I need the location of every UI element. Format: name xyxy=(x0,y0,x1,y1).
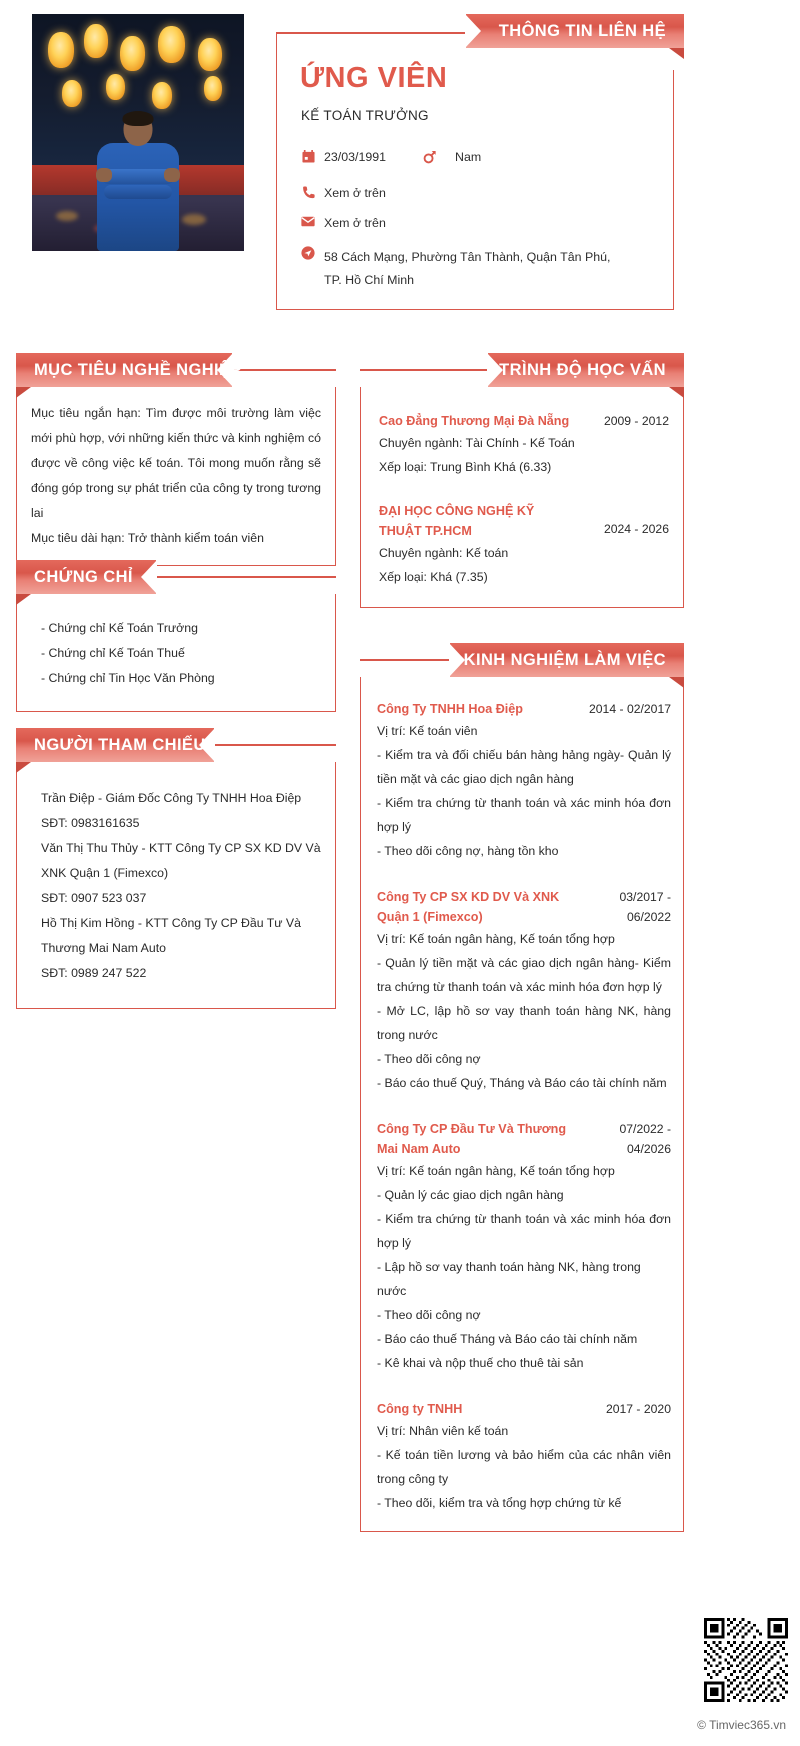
ribbon-fold xyxy=(669,387,684,398)
person-hair xyxy=(123,111,154,126)
experience-period: 07/2022 - xyxy=(619,1122,671,1136)
reference-item: Văn Thị Thu Thủy - KTT Công Ty CP SX KD DV Và XNK Quận 1 (Fimexco) xyxy=(41,841,321,880)
experience-position: Vị trí: Kế toán ngân hàng, Kế toán tổng hợp xyxy=(377,932,615,946)
phone-icon xyxy=(298,186,318,199)
ribbon-fold xyxy=(669,48,684,59)
candidate-name: ỨNG VIÊN xyxy=(300,62,448,94)
contact-section-header xyxy=(466,14,684,48)
experience-duty: - Kiểm tra và đối chiếu bán hàng hảng ngày- Quản lý tiền mặt và các giao dịch ngân hàng xyxy=(377,748,671,786)
reference-body xyxy=(16,762,336,1009)
experience-rule xyxy=(360,659,450,661)
experience-section xyxy=(360,643,684,1532)
calendar-icon xyxy=(298,150,318,163)
experience-company: Công Ty TNHH Hoa Điệp xyxy=(377,702,523,716)
experience-title: KINH NGHIỆM LÀM VIỆC xyxy=(463,650,666,669)
email-row xyxy=(298,216,386,230)
certificate-ribbon xyxy=(16,560,156,594)
education-school: ĐẠI HỌC CÔNG NGHỆ KỸ THUẬT TP.HCM xyxy=(379,504,535,538)
water-reflection xyxy=(56,211,78,221)
address-row xyxy=(298,246,668,292)
phone-value: Xem ở trên xyxy=(324,186,386,200)
education-entry-head xyxy=(379,411,669,431)
education-ribbon xyxy=(488,353,684,387)
certificate-item: - Chứng chỉ Tin Học Văn Phòng xyxy=(41,671,215,685)
education-section xyxy=(360,353,684,608)
lantern-icon xyxy=(48,32,74,68)
experience-company-line2: Quận 1 (Fimexco) xyxy=(377,910,483,924)
reference-section xyxy=(16,728,336,1009)
education-entry-head xyxy=(379,501,669,541)
education-title: TRÌNH ĐỘ HỌC VẤN xyxy=(499,360,666,379)
experience-entry-head xyxy=(377,1119,671,1159)
qr-code xyxy=(704,1618,788,1702)
reference-item: SĐT: 0983161635 xyxy=(41,816,140,830)
gender-row xyxy=(419,150,481,164)
experience-duty: - Theo dõi, kiểm tra và tổng hợp chứng từ kế xyxy=(377,1496,622,1510)
experience-duty: - Kiểm tra chứng từ thanh toán và xác minh hóa đơn hợp lý xyxy=(377,796,671,834)
certificate-title: CHỨNG CHỈ xyxy=(34,567,133,586)
reference-title: NGƯỜI THAM CHIẾU xyxy=(34,735,206,754)
ribbon-fold xyxy=(16,762,31,773)
objective-section-header xyxy=(16,353,336,387)
education-section-header xyxy=(360,353,684,387)
experience-duty: - Lập hồ sơ vay thanh toán hàng NK, hàng trong nước xyxy=(377,1260,641,1298)
certificate-section xyxy=(16,560,336,712)
certificate-item: - Chứng chỉ Kế Toán Thuế xyxy=(41,646,185,660)
education-period: 2009 - 2012 xyxy=(603,414,669,428)
lantern-icon xyxy=(106,74,125,100)
contact-title: THÔNG TIN LIÊN HỆ xyxy=(498,21,666,40)
education-grade: Xếp loại: Trung Bình Khá (6.33) xyxy=(379,460,552,474)
gender-value: Nam xyxy=(455,150,482,164)
education-school: Cao Đẳng Thương Mại Đà Nẵng xyxy=(379,414,570,428)
experience-period: 03/2017 - xyxy=(619,890,671,904)
objective-section xyxy=(16,353,336,566)
experience-duty: - Kiểm tra chứng từ thanh toán và xác minh hóa đơn hợp lý xyxy=(377,1212,671,1250)
objective-ribbon xyxy=(16,353,242,387)
experience-company: Công Ty CP SX KD DV Và XNK xyxy=(377,890,560,904)
experience-company: Công ty TNHH xyxy=(377,1402,463,1416)
email-value: Xem ở trên xyxy=(324,216,386,230)
experience-company-line2: Mai Nam Auto xyxy=(377,1142,461,1156)
education-grade: Xếp loại: Khá (7.35) xyxy=(379,570,488,584)
candidate-role: KẾ TOÁN TRƯỞNG xyxy=(301,108,429,123)
experience-period-line2: 06/2022 xyxy=(626,910,671,924)
ribbon-fold xyxy=(16,594,31,605)
experience-position: Vị trí: Kế toán ngân hàng, Kế toán tổng hợp xyxy=(377,1164,615,1178)
education-major: Chuyên ngành: Tài Chính - Kế Toán xyxy=(379,436,575,450)
objective-rule xyxy=(232,369,336,371)
experience-entry-head xyxy=(377,887,671,927)
experience-duty: - Kế toán tiền lương và bảo hiểm của các nhân viên trong công ty xyxy=(377,1448,671,1486)
address-line-1: 58 Cách Mạng, Phường Tân Thành, Quận Tân Phú, xyxy=(324,250,611,264)
candidate-photo xyxy=(32,14,244,251)
header-right-rule xyxy=(673,70,675,310)
address-line-2: TP. Hồ Chí Minh xyxy=(324,273,414,287)
reference-item: Hồ Thị Kim Hồng - KTT Công Ty CP Đầu Tư Và Thương Mai Nam Auto xyxy=(41,916,301,955)
person-hand xyxy=(96,168,112,182)
reference-rule xyxy=(214,744,336,746)
objective-paragraph: Mục tiêu ngắn hạn: Tìm được môi trường làm việc mới phù hợp, với những kiến thức và kinh nghiệm có được về công việc kế toán. Tôi mong muốn rằng sẽ đóng góp trong sự phát triển của công ty trong tương lai xyxy=(31,406,321,520)
ribbon-fold xyxy=(669,677,684,688)
experience-ribbon xyxy=(450,643,684,677)
reference-item: SĐT: 0907 523 037 xyxy=(41,891,147,905)
experience-body xyxy=(360,677,684,1532)
education-entry xyxy=(379,411,669,479)
lantern-icon xyxy=(158,26,185,63)
person-hand xyxy=(164,168,180,182)
experience-company: Công Ty CP Đầu Tư Và Thương xyxy=(377,1122,567,1136)
experience-duty: - Kê khai và nộp thuế cho thuê tài sản xyxy=(377,1356,584,1370)
phone-row xyxy=(298,186,386,200)
birthday-row xyxy=(298,150,386,164)
experience-duty: - Báo cáo thuế Tháng và Báo cáo tài chính năm xyxy=(377,1332,638,1346)
experience-entry-head xyxy=(377,699,671,719)
lantern-icon xyxy=(152,82,172,109)
experience-duty: - Báo cáo thuế Quý, Tháng và Báo cáo tài chính năm xyxy=(377,1076,667,1090)
objective-title: MỤC TIÊU NGHỀ NGHIỆP xyxy=(34,360,242,379)
education-entry xyxy=(379,501,669,589)
lantern-icon xyxy=(84,24,108,58)
experience-duty: - Theo dõi công nợ xyxy=(377,1052,481,1066)
experience-entry xyxy=(377,1119,671,1375)
person-arm xyxy=(104,185,172,199)
location-icon xyxy=(298,246,318,260)
experience-duty: - Mở LC, lập hồ sơ vay thanh toán hàng NK, hàng trong nước xyxy=(377,1004,671,1042)
experience-position: Vị trí: Kế toán viên xyxy=(377,724,478,738)
certificate-body xyxy=(16,594,336,712)
certificate-section-header xyxy=(16,560,336,594)
experience-duty: - Quản lý tiền mặt và các giao dịch ngân hàng- Kiểm tra chứng từ thanh toán và xác minh hóa đơn hợp lý xyxy=(377,956,671,994)
lantern-icon xyxy=(204,76,222,101)
experience-duty: - Theo dõi công nợ, hàng tồn kho xyxy=(377,844,559,858)
certificate-item: - Chứng chỉ Kế Toán Trưởng xyxy=(41,621,198,635)
experience-period-line2: 04/2026 xyxy=(626,1142,671,1156)
birthday-value: 23/03/1991 xyxy=(324,150,387,164)
experience-period: 2014 - 02/2017 xyxy=(589,702,671,716)
experience-duty: - Quản lý các giao dịch ngân hàng xyxy=(377,1188,564,1202)
experience-period: 2017 - 2020 xyxy=(605,1402,671,1416)
education-period: 2024 - 2026 xyxy=(603,522,669,536)
experience-entry-head xyxy=(377,1399,671,1419)
experience-duty: - Theo dõi công nợ xyxy=(377,1308,481,1322)
experience-entry xyxy=(377,887,671,1095)
reference-section-header xyxy=(16,728,336,762)
lantern-icon xyxy=(62,80,82,107)
person-figure xyxy=(90,113,186,251)
envelope-icon xyxy=(298,216,318,227)
reference-ribbon xyxy=(16,728,214,762)
reference-item: Trần Điệp - Giám Đốc Công Ty TNHH Hoa Điệp xyxy=(41,791,302,805)
experience-position: Vị trí: Nhân viên kế toán xyxy=(377,1424,509,1438)
lantern-icon xyxy=(198,38,222,71)
site-brand: © Timviec365.vn xyxy=(697,1718,786,1732)
experience-section-header xyxy=(360,643,684,677)
reference-item: SĐT: 0989 247 522 xyxy=(41,966,147,980)
education-body xyxy=(360,387,684,608)
contact-ribbon xyxy=(466,14,684,48)
objective-body xyxy=(16,387,336,566)
objective-long-term: Mục tiêu dài hạn: Trở thành kiểm toán viên xyxy=(31,531,264,545)
education-major: Chuyên ngành: Kế toán xyxy=(379,546,509,560)
experience-entry xyxy=(377,1399,671,1515)
ribbon-fold xyxy=(16,387,31,398)
gender-icon xyxy=(419,150,439,164)
lantern-icon xyxy=(120,36,145,71)
education-rule xyxy=(360,369,488,371)
experience-entry xyxy=(377,699,671,863)
certificate-rule xyxy=(156,576,336,578)
